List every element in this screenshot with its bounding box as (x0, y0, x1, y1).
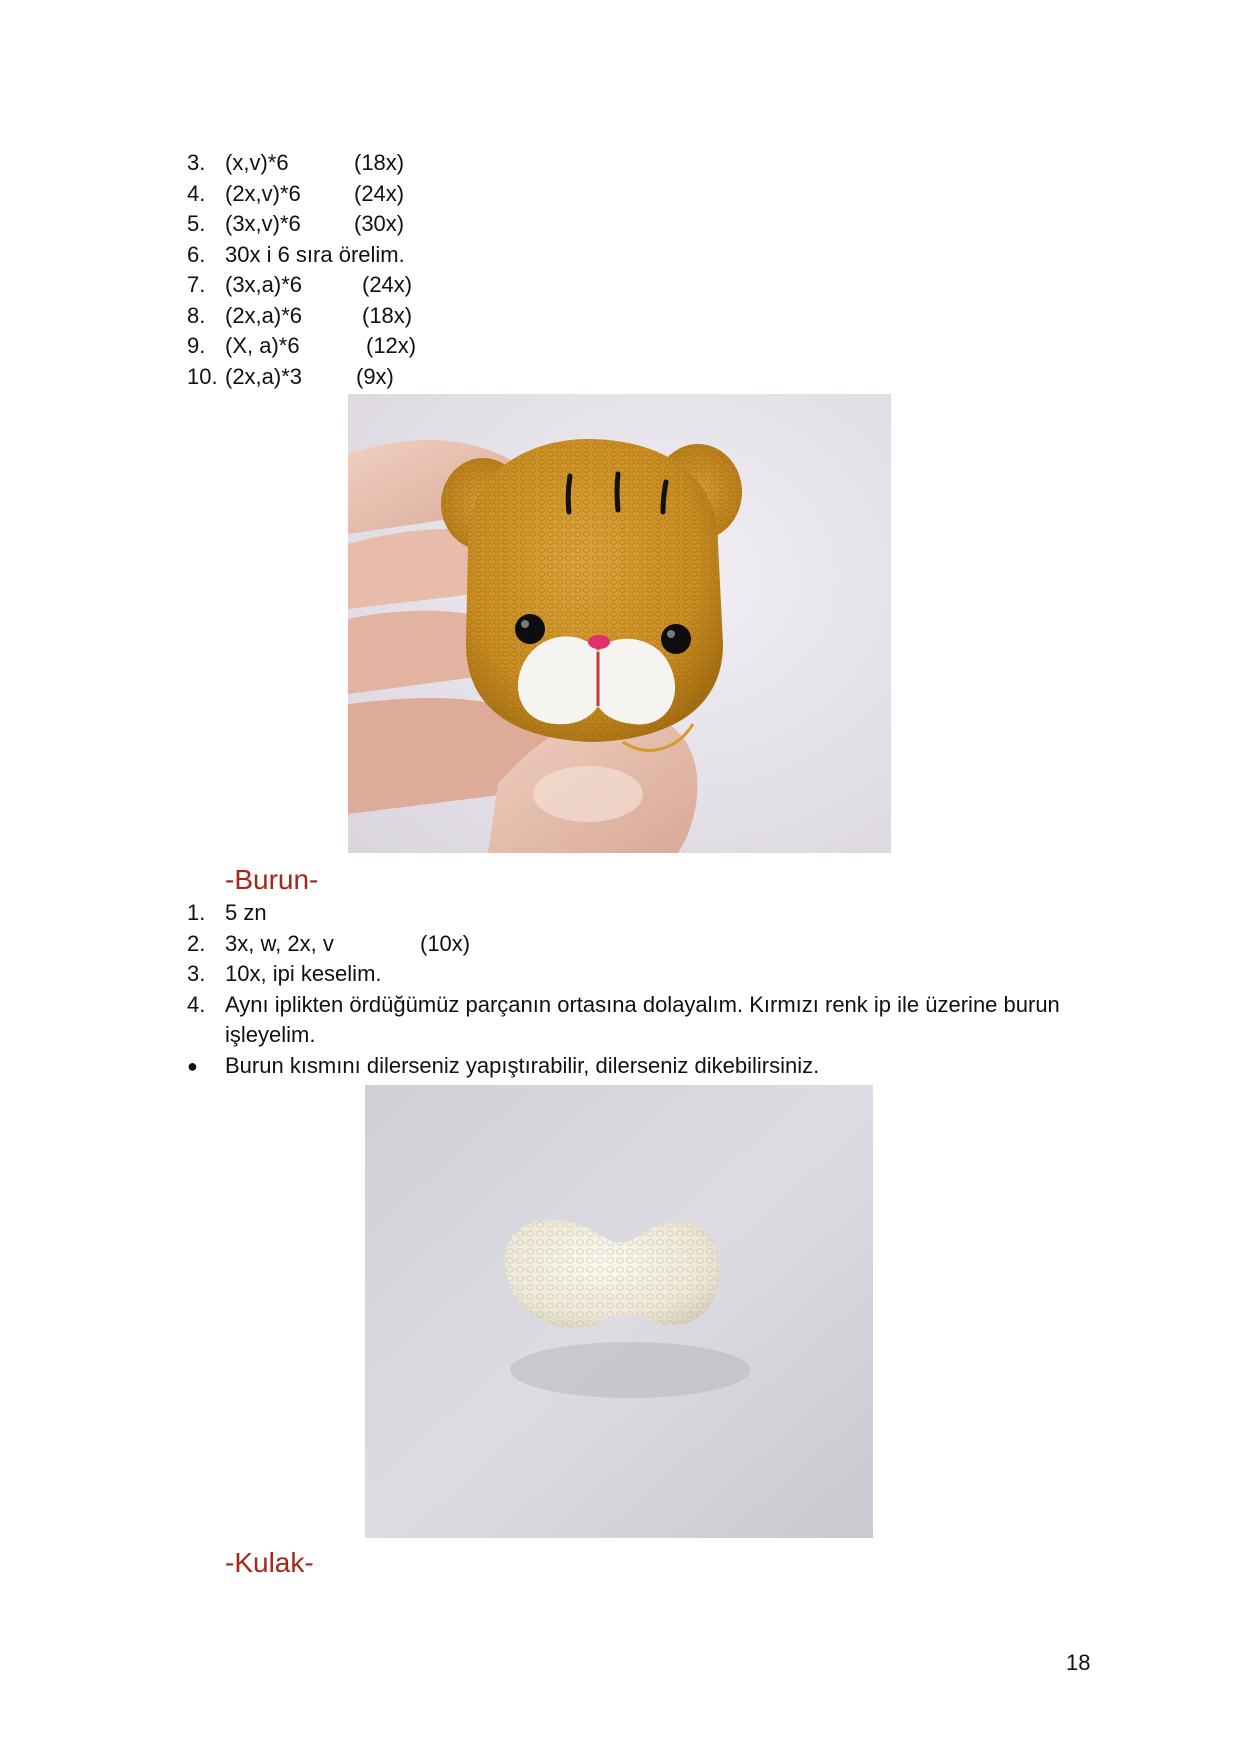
tiger-head-photo (348, 394, 891, 853)
item-text: Aynı iplikten ördüğümüz parçanın ortasına dolayalım. Kırmızı renk ip ile üzerine burun işleyelim. (225, 991, 1060, 1047)
item-number: 4. (187, 991, 206, 1017)
item-text: (2x,v)*6 (225, 180, 301, 206)
bullet-text: Burun kısmını dilerseniz yapıştırabilir, dilerseniz dikebilirsiniz. (225, 1052, 820, 1078)
item-text: (3x,a)*6 (225, 272, 303, 297)
page-number: 18 (1066, 1650, 1091, 1675)
item-text: 5 zn (225, 900, 267, 925)
item-number: 9. (187, 333, 206, 358)
item-count: (9x) (356, 363, 394, 389)
item-count: (18x) (354, 150, 405, 175)
item-count: (10x) (420, 930, 471, 956)
item-number: 3. (187, 961, 206, 986)
item-count: (30x) (354, 211, 405, 236)
section-title-burun: -Burun- (225, 864, 319, 895)
item-text: (2x,a)*3 (225, 363, 303, 389)
item-number: 5. (187, 211, 206, 236)
item-number: 10. (187, 363, 218, 389)
item-number: 7. (187, 272, 206, 297)
bullet-icon: ● (187, 1055, 198, 1076)
nose-piece-photo (365, 1085, 873, 1538)
item-count: (24x) (354, 180, 405, 206)
item-count: (18x) (362, 302, 413, 328)
item-number: 1. (187, 900, 206, 925)
section-title-kulak: -Kulak- (225, 1547, 314, 1578)
item-number: 6. (187, 241, 206, 267)
item-text: 10x, ipi keselim. (225, 961, 382, 986)
item-text: (x,v)*6 (225, 150, 289, 175)
item-number: 4. (187, 180, 206, 206)
item-count: (12x) (366, 333, 417, 358)
item-text: (2x,a)*6 (225, 302, 303, 328)
item-number: 2. (187, 930, 206, 956)
item-text: 30x i 6 sıra örelim. (225, 241, 405, 267)
item-number: 8. (187, 302, 206, 328)
item-text: (X, a)*6 (225, 333, 300, 358)
item-text: 3x, w, 2x, v (225, 930, 334, 956)
item-count: (24x) (362, 272, 413, 297)
item-text: (3x,v)*6 (225, 211, 301, 236)
item-number: 3. (187, 150, 206, 175)
